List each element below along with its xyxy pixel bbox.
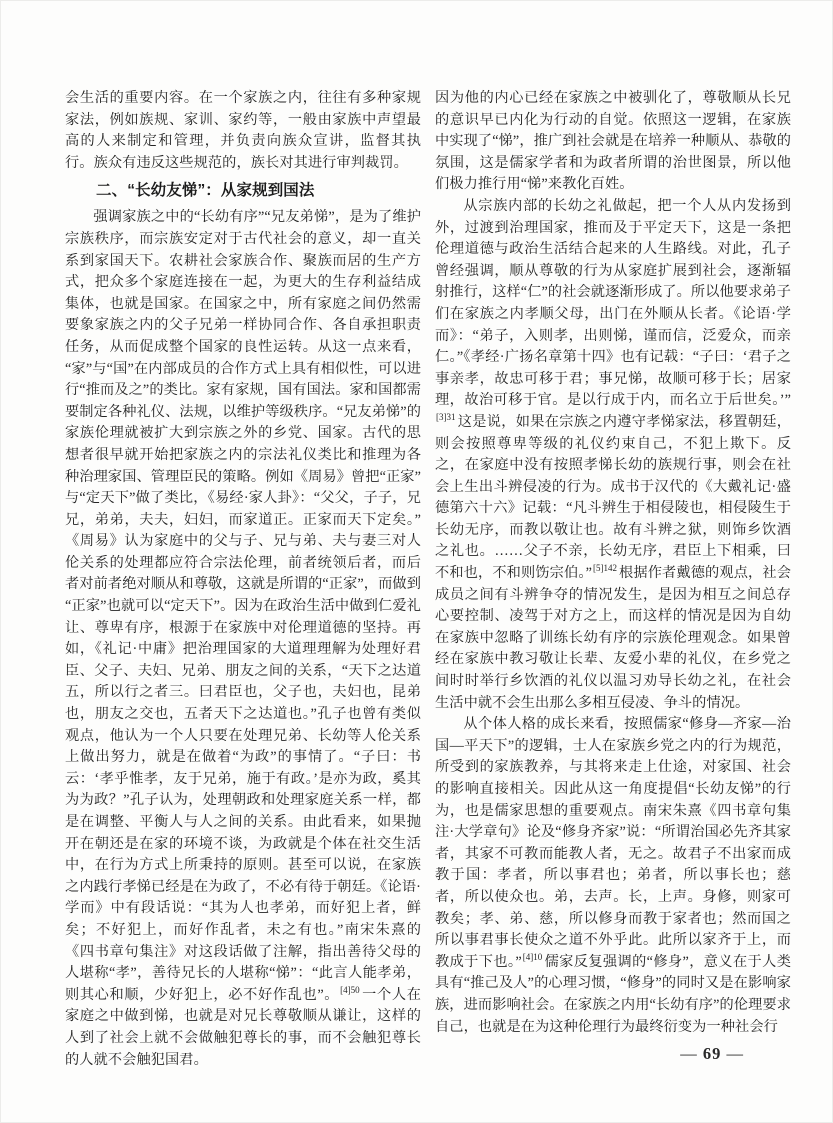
page-number: — 69 — <box>680 1044 744 1063</box>
paragraph-family-rules-continuation: 会生活的重要内容。在一个家族之内，往往有多种家规家法，例如族规、家训、家约等，一般由家族中声望最高的人来制定和管理，并负责向族众宣讲，监督其执行。族众有违反这些规范的，族长对其进行审判裁罚。 <box>65 90 421 171</box>
right-column <box>435 88 791 1071</box>
left-column <box>65 88 421 1071</box>
paragraph-family-rites-to-governance: 从宗族内部的长幼之礼做起，把一个人从内发扬到外，过渡到治理国家，推而及于平定天下，这是一条把伦理道德与政治生活结合起来的人生路线。对此，孔子曾经强调，顺从尊敬的行为从家庭扩展到社会，逐渐辐射推行，这样“仁”的社会就逐渐形成了。所以他要求弟子们在家族之内孝顺父母，出门在外顺从长者。《论语·学而》：“弟子，入则孝，出则悌，谨而信，泛爱众，而亲仁。”《孝经·广扬名章第十四》也有记载：“子曰：‘君子之事亲孝，故忠可移于君；事兄悌，故顺可移于长；居家理，故治可移于官。是以行成于内，而名立于后世矣。’”$^{[3]31}$ 这是说，如果在宗族之内遵守孝悌家法，移置朝廷，则会按照尊卑等级的礼仪约束自己，不犯上欺下。反之，在家庭中没有按照孝悌长幼的族规行事，则会在社会上生出斗辨侵凌的行为。成书于汉代的《大戴礼记·盛德第六十六》记载：“凡斗辨生于相侵陵也，相侵陵生于长幼无序，而教以敬让也。故有斗辨之狱，则饰乡饮酒之礼也。……父子不亲，长幼无序，君臣上下相乘，曰不和也，不和则饬宗伯。”$^{[5]142}$ 根据作者戴德的观点，社会成员之间有斗辨争夺的情况发生，是因为相互之间总存心要控制、凌驾于对方之上，而这样的情况是因为自幼在家族中忽略了训练长幼有序的宗族伦理观念。如果曾经在家族中教习敬让长辈、友爱小辈的礼仪，在乡党之间时时举行乡饮酒的礼仪以温习劝导长幼之礼，在社会生活中就不会生出那么多相互侵凌、争斗的情况。 <box>435 197 791 711</box>
section-heading: 二、“长幼友悌”：从家规到国法 <box>96 182 315 200</box>
article-body <box>65 88 792 1071</box>
paragraph-self-cultivation: 从个体人格的成长来看，按照儒家“修身—齐家—治国—平天下”的逻辑，士人在家族乡党之内的行为规范，所受到的家族教养，与其将来走上仕途，对家国、社会的影响直接相关。因此从这一角度提倡“长幼友悌”的行为，也是儒家思想的重要观点。南宋朱熹《四书章句集注·大学章句》论及“修身齐家”说：“所谓治国必先齐其家者，其家不可教而能教人者，无之。故君子不出家而成教于国：孝者，所以事君也；弟者，所以事长也；慈者，所以使众也。弟，去声。长，上声。身修，则家可教矣；孝、弟、慈，所以修身而教于家者也；然而国之所以事君事长使众之道不外乎此。此所以家齐于上，而教成于下也。”$^{[4]10}$ 儒家反复强调的“修身”，意义在于人类具有“推己及人”的心理习惯，“修身”的同时又是在影响家族，进而影响社会。在家族之内用“长幼有序”的伦理要求自己，也就是在为这种伦理行为最终衍变为一种社会行 <box>435 716 791 1035</box>
paragraph-clan-order-to-state: 强调家族之中的“长幼有序”“兄友弟悌”，是为了维护宗族秩序，而宗族安定对于古代社会的意义，却一直关系到家国天下。农耕社会家族合作、聚族而居的生产方式，把众多个家庭连接在一起，为更大的生存利益结成集体，也就是国家。在国家之中，所有家庭之间仍然需要象家族之内的父子兄弟一样协同合作、各自承担职责任务，从而促成整个国家的良性运转。从这一点来看，“家”与“国”在内部成员的合作方式上具有相似性，可以进行“推而及之”的类比。家有家规，国有国法。家和国都需要制定各种礼仪、法规，以维护等级秩序。“兄友弟悌”的家族伦理就被扩大到宗族之外的乡党、国家。古代的思想者很早就开始把家族之内的宗法礼仪类比和推理为各种治理家国、管理臣民的策略。例如《周易》曾把“正家”与“定天下”做了类比，《易经·家人卦》：“父父，子子，兄兄，弟弟，夫夫，妇妇，而家道正。正家而天下定矣。”《周易》认为家庭中的父与子、兄与弟、夫与妻三对人伦关系的处理都应符合宗法伦理，前者统领后者，而后者对前者绝对顺从和尊敬，这就是所谓的“正家”，而做到“正家”也就可以“定天下”。因为在政治生活中做到仁爱礼让、尊卑有序，根源于在家族中对伦理道德的坚持。再如，《礼记·中庸》把治理国家的大道理理解为处理好君臣、父子、夫妇、兄弟、朋友之间的关系，“天下之达道五，所以行之者三。曰君臣也，父子也，夫妇也，昆弟也，朋友之交也，五者天下之达道也。”孔子也曾有类似观点，他认为一个人只要在处理兄弟、长幼等人伦关系上做出努力，就是在做着“为政”的事情了。“子曰：书云：‘孝乎惟孝，友于兄弟，施于有政。’是亦为政，奚其为为政？”孔子认为，处理朝政和处理家庭关系一样，都是在调整、平衡人与人之间的关系。由此看来，如果抛开在朝还是在家的环境不谈，为政就是个体在社交生活中，在行为方式上所秉持的原则。甚至可以说，在家族之内践行孝悌已经是在为政了，不必有待于朝廷。《论语·学而》中有段话说：“其为人也孝弟，而好犯上者，鲜矣；不好犯上，而好作乱者，未之有也。”南宋朱熹的《四书章句集注》对这段话做了注解，指出善待父母的人堪称“孝”，善待兄长的人堪称“悌”：“此言人能孝弟，则其心和顺，少好犯上，必不好作乱也”。$^{[4]50}$ 一个人在家庭之中做到悌，也就是对兄长尊敬顺从谦让，这样的人到了社会上就不会做触犯尊长的事，而不会触犯尊长的人就不会触犯国君。 <box>65 209 421 1068</box>
paragraph-ti-internalized-continuation: 因为他的内心已经在家族之中被驯化了，尊敬顺从长兄的意识早已内化为行动的自觉。依照这一逻辑，在家族中实现了“悌”，推广到社会就是在培养一种顺从、恭敬的氛围，这是儒家学者和为政者所谓的治世图景，所以他们极力推行用“悌”来教化百姓。 <box>435 90 791 193</box>
